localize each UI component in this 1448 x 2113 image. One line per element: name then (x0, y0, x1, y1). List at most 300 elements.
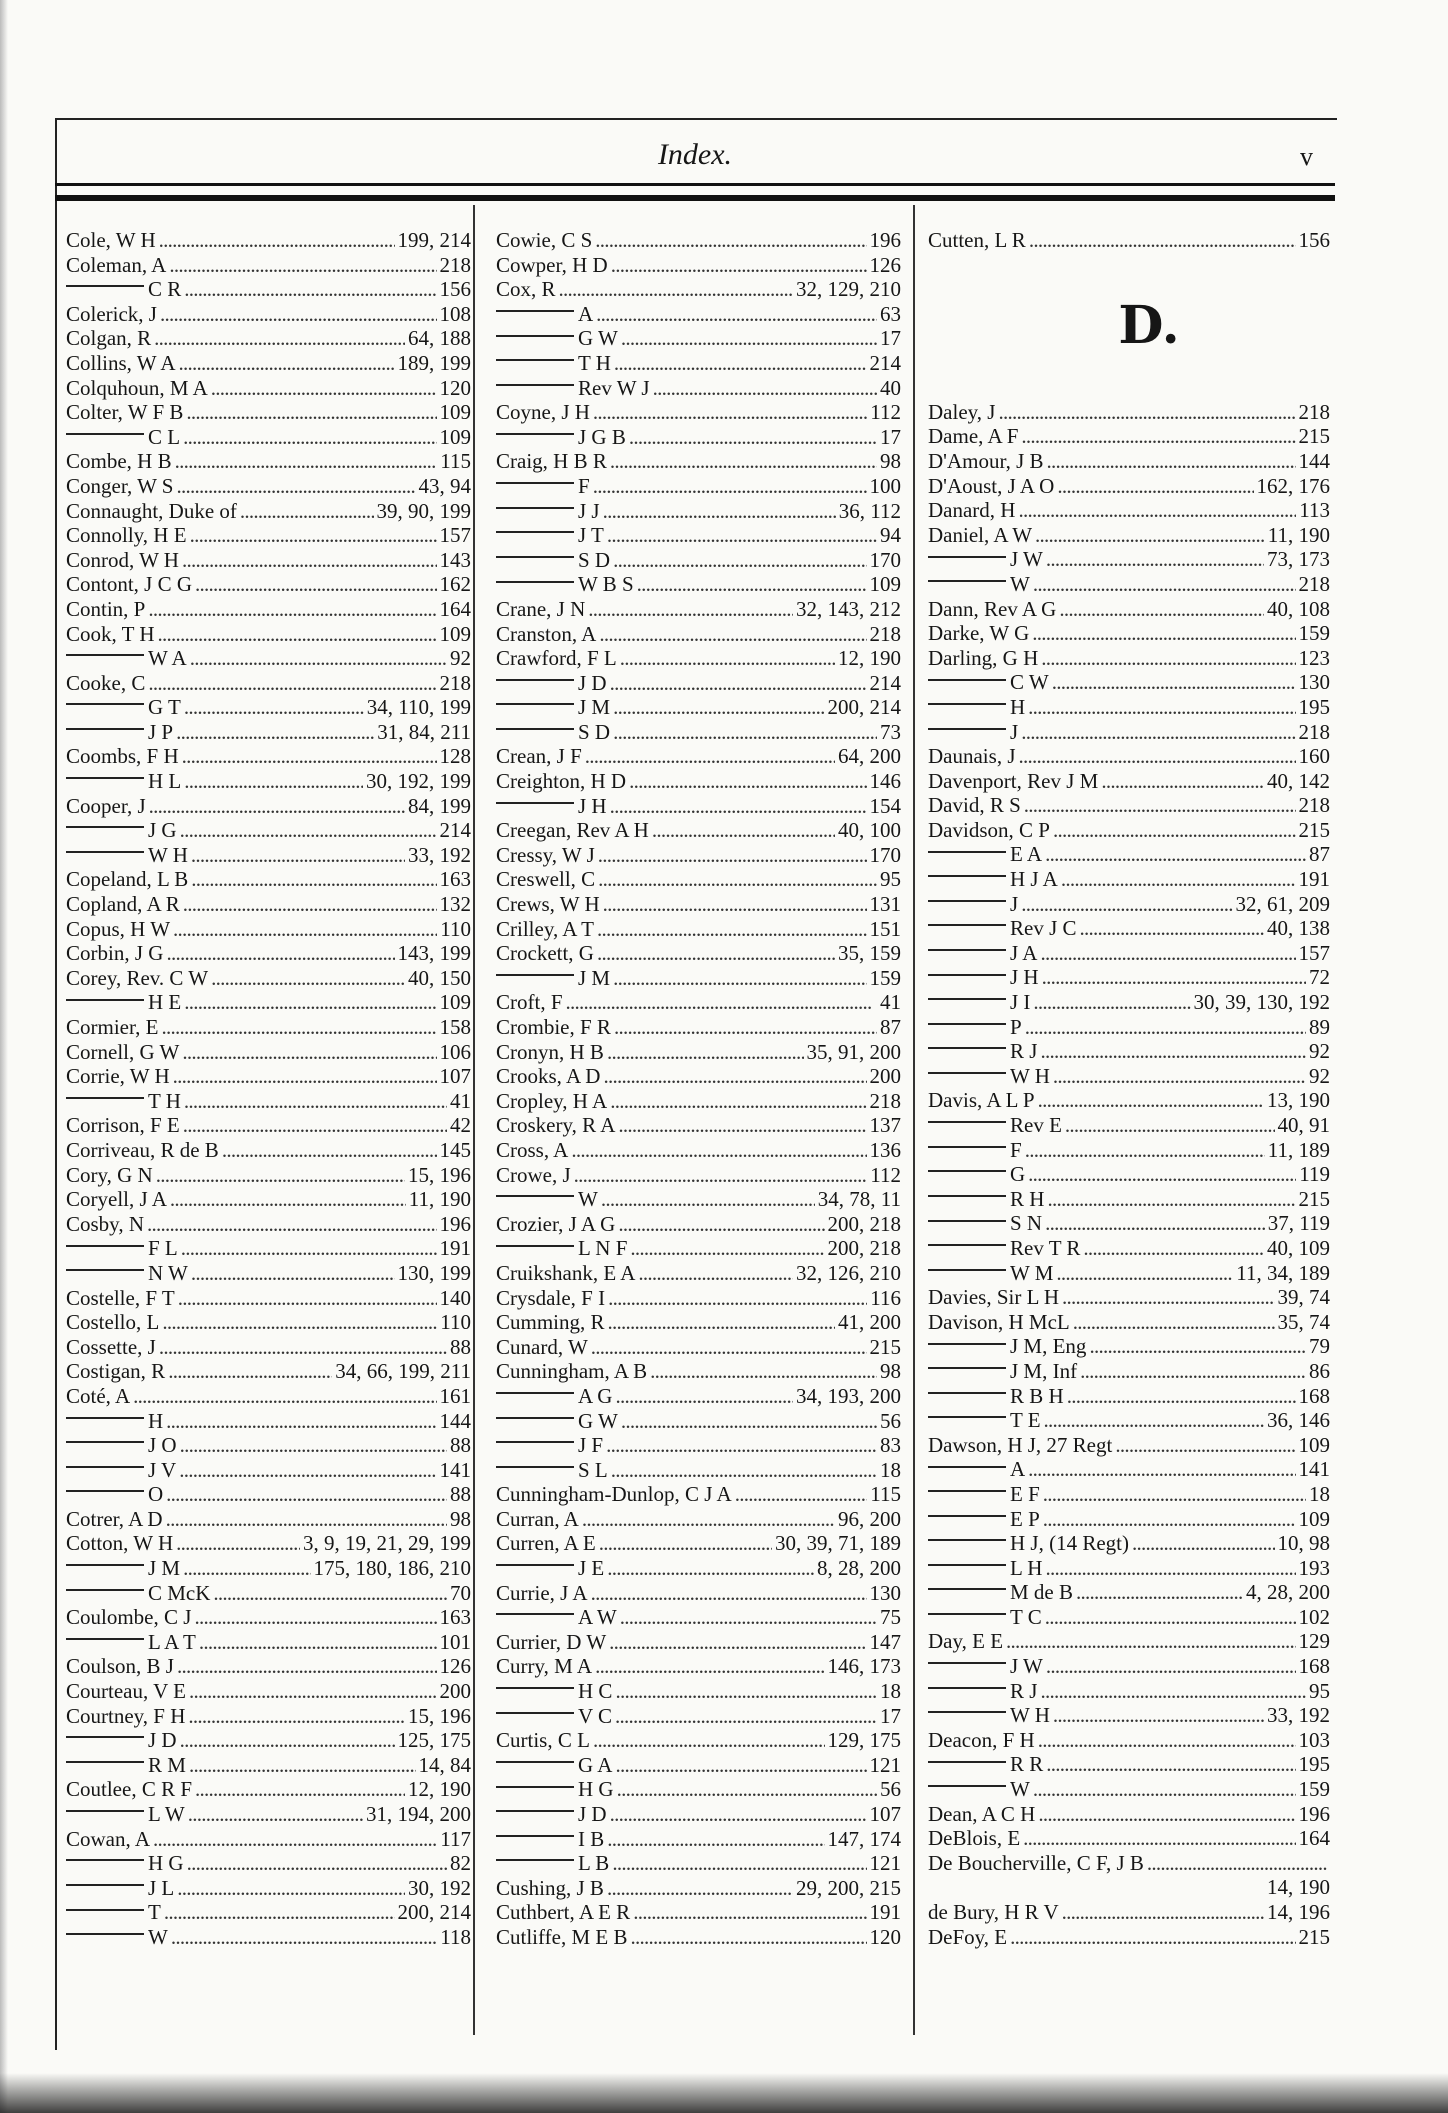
entry-name: Crane, J N (496, 596, 586, 621)
leader-dots (998, 400, 1295, 425)
index-entry (496, 449, 901, 474)
entry-name-wrap (928, 1679, 1037, 1704)
index-entry (496, 1433, 901, 1458)
entry-name: Crockett, G (496, 941, 594, 966)
index-entry (928, 1580, 1330, 1605)
entry-name: Crysdale, F I (496, 1285, 606, 1310)
entry-pages: 129, 175 (827, 1728, 901, 1753)
index-entry (66, 400, 471, 425)
entry-name-wrap (496, 1704, 612, 1729)
index-entry (928, 990, 1330, 1015)
entry-name: R B H (1010, 1383, 1064, 1408)
index-entry (66, 1384, 471, 1409)
entry-name-wrap (928, 1482, 1040, 1507)
ditto-dash (928, 1047, 1006, 1049)
index-entry (66, 1777, 471, 1802)
entry-name: W (578, 1187, 598, 1212)
ditto-dash (496, 531, 574, 533)
entry-name: S L (578, 1457, 608, 1482)
entry-name: Connaught, Duke of (66, 498, 237, 523)
ditto-dash (928, 1761, 1006, 1763)
leader-dots (609, 1630, 866, 1655)
ditto-dash (928, 1072, 1006, 1074)
leader-dots (1061, 867, 1296, 892)
entry-name-wrap (66, 1654, 174, 1679)
leader-dots (596, 302, 877, 327)
leader-dots (613, 548, 866, 573)
leader-dots (1053, 1703, 1264, 1728)
entry-pages: 34, 78, 11 (817, 1187, 901, 1212)
entry-name-wrap (928, 867, 1058, 892)
ditto-dash (928, 1711, 1006, 1713)
entry-pages: 88 (450, 1334, 471, 1359)
leader-dots (571, 1138, 866, 1163)
index-entry (928, 1211, 1330, 1236)
entry-pages: 34, 66, 199, 211 (335, 1359, 471, 1384)
entry-name-wrap (928, 1285, 1059, 1310)
entry-name: Darling, G H (928, 645, 1039, 670)
entry-pages: 159 (1298, 1777, 1330, 1802)
index-entry (496, 1458, 901, 1483)
page-edge (0, 0, 8, 2113)
entry-pages: 35, 91, 200 (806, 1039, 901, 1064)
index-entry (66, 1359, 471, 1384)
leader-dots (1033, 572, 1296, 597)
entry-name: Creighton, H D (496, 769, 627, 794)
entry-name-wrap (496, 1654, 592, 1679)
entry-pages: 98 (450, 1506, 471, 1531)
entry-name-wrap (66, 769, 181, 794)
index-entry (928, 1925, 1330, 1950)
index-entry (66, 1064, 471, 1089)
entry-pages: 147, 174 (827, 1826, 901, 1851)
ditto-dash (66, 1441, 144, 1443)
entry-name-wrap (66, 794, 146, 819)
entry-name: J M (148, 1556, 181, 1581)
leader-dots (610, 794, 867, 819)
entry-pages: 98 (880, 449, 901, 474)
index-entry (928, 1359, 1330, 1384)
entry-name: Rev T R (1010, 1235, 1081, 1260)
leader-dots (158, 622, 437, 647)
entry-name: Costello, L (66, 1310, 160, 1335)
leader-dots (1024, 793, 1296, 818)
entry-name: Dann, Rev A G (928, 596, 1057, 621)
leader-dots (1046, 547, 1264, 572)
ditto-dash (66, 1269, 144, 1271)
ditto-dash (66, 728, 144, 730)
entry-pages: 200, 214 (397, 1900, 471, 1925)
entry-name: Corey, Rev. C W (66, 965, 209, 990)
entry-pages: 121 (869, 1851, 901, 1876)
entry-pages: 95 (880, 867, 901, 892)
index-entry (66, 1581, 471, 1606)
leader-dots (593, 400, 867, 425)
entry-pages: 107 (439, 1064, 471, 1089)
entry-name: E A (1010, 842, 1043, 867)
entry-name-wrap (66, 1876, 174, 1901)
leader-dots (1029, 228, 1296, 253)
leader-dots (171, 1925, 437, 1950)
entry-name: J M, Inf (1010, 1358, 1078, 1383)
entry-pages: 218 (869, 1088, 901, 1113)
entry-pages: 42 (450, 1113, 471, 1138)
entry-pages: 32, 129, 210 (796, 277, 901, 302)
entry-name: Colerick, J (66, 301, 157, 326)
entry-name-wrap (496, 499, 600, 524)
entry-name: W H (148, 842, 188, 867)
ditto-dash (928, 924, 1006, 926)
leader-dots (582, 1507, 835, 1532)
leader-dots (154, 326, 405, 351)
entry-name: J M (578, 695, 611, 720)
entry-pages: 147 (869, 1629, 901, 1654)
leader-dots (611, 1458, 877, 1483)
index-entry (928, 1113, 1330, 1138)
index-entry (928, 474, 1330, 499)
leader-dots (618, 1212, 824, 1237)
entry-name-wrap (928, 818, 1050, 843)
entry-name: Cornell, G W (66, 1039, 180, 1064)
leader-dots (1080, 916, 1264, 941)
entry-pages: 83 (880, 1433, 901, 1458)
entry-pages: 4, 28, 200 (1246, 1580, 1330, 1605)
entry-name-wrap (928, 1777, 1030, 1802)
entry-name-wrap (496, 622, 596, 647)
index-entry (928, 793, 1330, 818)
entry-pages: 15, 196 (408, 1162, 471, 1187)
entry-name: Colter, W F B (66, 400, 184, 425)
ditto-dash (928, 1588, 1006, 1590)
entry-name: Crozier, J A G (496, 1211, 616, 1236)
leader-dots (1041, 646, 1295, 671)
leader-dots (177, 1654, 437, 1679)
entry-name: J A (1010, 940, 1038, 965)
entry-pages: 214 (439, 818, 471, 843)
index-entry (928, 744, 1330, 769)
entry-name: J E (578, 1556, 605, 1581)
entry-pages: 195 (1298, 694, 1330, 719)
entry-name-wrap (66, 572, 192, 597)
entry-name: W H (1010, 1063, 1050, 1088)
leader-dots (652, 818, 835, 843)
entry-name-wrap (66, 499, 237, 524)
ditto-dash (66, 285, 144, 287)
leader-dots (184, 1089, 447, 1114)
entry-pages: 200 (869, 1064, 901, 1089)
index-entry (66, 548, 471, 573)
ditto-dash (928, 1023, 1006, 1025)
entry-name-wrap (928, 1211, 1042, 1236)
entry-name-wrap (928, 572, 1030, 597)
entry-name-wrap (928, 1088, 1035, 1113)
entry-name-wrap (66, 867, 188, 892)
ditto-dash (496, 335, 574, 337)
index-entry (66, 1212, 471, 1237)
entry-name: J W (1010, 547, 1043, 572)
index-entry (66, 1753, 471, 1778)
leader-dots (153, 1827, 437, 1852)
ditto-dash (928, 1343, 1006, 1345)
ditto-dash (66, 1638, 144, 1640)
index-entry (66, 941, 471, 966)
entry-name: W (1010, 1777, 1030, 1802)
index-entry (928, 1679, 1330, 1704)
entry-name: O (148, 1482, 164, 1507)
index-entry (496, 622, 901, 647)
entry-pages: 143 (439, 547, 471, 572)
entry-pages: 214 (869, 350, 901, 375)
leader-dots (180, 1728, 395, 1753)
entry-name-wrap (928, 720, 1018, 745)
index-entry (928, 695, 1330, 720)
ditto-dash (496, 1613, 574, 1615)
entry-pages: 141 (439, 1457, 471, 1482)
index-entry (496, 376, 901, 401)
entry-name-wrap (928, 1408, 1041, 1433)
entry-pages: 109 (439, 424, 471, 449)
entry-pages: 82 (450, 1851, 471, 1876)
leader-dots (180, 818, 437, 843)
index-entry (496, 425, 901, 450)
entry-name-wrap (66, 425, 180, 450)
entry-name: S D (578, 719, 611, 744)
index-entry (928, 646, 1330, 671)
entry-name-wrap (66, 351, 176, 376)
index-entry (66, 474, 471, 499)
entry-name-wrap (496, 277, 556, 302)
entry-name-wrap (928, 597, 1056, 622)
leader-dots (1083, 1236, 1264, 1261)
index-entry (496, 843, 901, 868)
entry-pages: 144 (1298, 448, 1330, 473)
entry-name-wrap (66, 941, 163, 966)
entry-name: Daniel, A W (928, 522, 1033, 547)
index-entry (496, 720, 901, 745)
entry-name-wrap (928, 1752, 1043, 1777)
index-entry (66, 597, 471, 622)
leader-dots (183, 1556, 310, 1581)
entry-name-wrap (66, 1359, 165, 1384)
entry-name: J (1010, 891, 1019, 916)
index-entry (66, 1827, 471, 1852)
entry-name: Cressy, W J (496, 842, 595, 867)
entry-name: C W (1010, 670, 1049, 695)
entry-name: L B (578, 1851, 610, 1876)
index-entry (928, 1851, 1330, 1876)
entry-name-wrap (66, 474, 173, 499)
leader-dots (1073, 1310, 1275, 1335)
leader-dots (621, 1409, 877, 1434)
entry-pages: 18 (880, 1457, 901, 1482)
leader-dots (591, 1335, 867, 1360)
entry-name: G T (148, 695, 181, 720)
leader-dots (187, 1851, 447, 1876)
entry-name: R J (1010, 1678, 1038, 1703)
index-entry (496, 1851, 901, 1876)
entry-pages: 63 (880, 301, 901, 326)
leader-dots (566, 990, 877, 1015)
entry-name: Cumming, R (496, 1310, 605, 1335)
index-entry (928, 1433, 1330, 1458)
ditto-dash (496, 1810, 574, 1812)
entry-name: Crews, W H (496, 892, 600, 917)
ditto-dash (66, 1909, 144, 1911)
entry-name: Corrison, F E (66, 1113, 180, 1138)
entry-name: Davis, A L P (928, 1088, 1035, 1113)
entry-name-wrap (66, 523, 187, 548)
entry-name: Cole, W H (66, 228, 156, 252)
index-entry (928, 1629, 1330, 1654)
leader-dots (1018, 498, 1296, 523)
ditto-dash (928, 1121, 1006, 1123)
entry-name: P (1010, 1014, 1022, 1039)
entry-name: G (1010, 1162, 1026, 1187)
leader-dots (603, 499, 836, 524)
leader-dots (1059, 597, 1264, 622)
index-entry (66, 1286, 471, 1311)
entry-name-wrap (496, 302, 593, 327)
leader-dots (1038, 1088, 1264, 1113)
index-entry (928, 1654, 1330, 1679)
index-entry (496, 769, 901, 794)
entry-pages: 86 (1309, 1358, 1330, 1383)
index-entry (66, 1187, 471, 1212)
leader-dots (607, 523, 877, 548)
entry-name: F (1010, 1137, 1022, 1162)
entry-name: Conrod, W H (66, 547, 179, 572)
entry-pages: 101 (439, 1629, 471, 1654)
entry-name: Deacon, F H (928, 1727, 1035, 1752)
entry-name: H C (578, 1679, 613, 1704)
leader-dots (735, 1482, 868, 1507)
leader-dots (1040, 1679, 1306, 1704)
entry-name: G A (578, 1752, 613, 1777)
index-entry (928, 547, 1330, 572)
entry-name: Davenport, Rev J M (928, 768, 1099, 793)
index-entry (928, 720, 1330, 745)
index-entry (928, 1261, 1330, 1286)
entry-name: J O (148, 1433, 177, 1458)
leader-dots (159, 1335, 447, 1360)
leader-dots (595, 1654, 824, 1679)
index-entry (496, 1827, 901, 1852)
leader-dots (613, 695, 824, 720)
entry-name-wrap (496, 671, 607, 696)
ditto-dash (928, 900, 1006, 902)
entry-pages: 41 (450, 1088, 471, 1113)
leader-dots (1028, 1162, 1296, 1187)
entry-name-wrap (928, 1728, 1035, 1753)
index-entry (928, 818, 1330, 843)
entry-name-wrap (66, 597, 145, 622)
entry-name: Davison, H McL (928, 1309, 1070, 1334)
ditto-dash (928, 1170, 1006, 1172)
index-entry (928, 1088, 1330, 1113)
entry-pages: 106 (439, 1039, 471, 1064)
leader-dots (1080, 1359, 1306, 1384)
index-entry (66, 1851, 471, 1876)
entry-name: Cowper, H D (496, 252, 608, 277)
entry-pages: 12, 190 (408, 1777, 471, 1802)
entry-name-wrap (496, 1679, 612, 1704)
leader-dots (190, 523, 437, 548)
entry-name-wrap (496, 794, 607, 819)
leader-dots (1046, 1752, 1295, 1777)
leader-dots (160, 302, 437, 327)
entry-pages: 218 (869, 621, 901, 646)
entry-name-wrap (66, 1212, 144, 1237)
ditto-dash (496, 1245, 574, 1247)
entry-name: Cory, G N (66, 1162, 153, 1187)
leader-dots (598, 843, 867, 868)
index-entry (928, 449, 1330, 474)
ditto-dash (496, 1786, 574, 1788)
entry-name-wrap (496, 253, 608, 278)
entry-name: R R (1010, 1752, 1044, 1777)
entry-name-wrap (66, 622, 155, 647)
entry-pages: 215 (1298, 817, 1330, 842)
entry-pages: 30, 39, 130, 192 (1193, 990, 1330, 1015)
entry-pages: 110 (440, 1310, 471, 1335)
ditto-dash (928, 679, 1006, 681)
entry-name-wrap (496, 1925, 627, 1950)
entry-name: Curtis, C L (496, 1728, 590, 1753)
entry-pages: 11, 190 (408, 1187, 471, 1212)
leader-dots (191, 867, 436, 892)
ditto-dash (496, 433, 574, 435)
entry-name-wrap (66, 1630, 196, 1655)
entry-name-wrap (496, 1310, 605, 1335)
entry-pages: 146 (869, 769, 901, 794)
leader-dots (1076, 1580, 1243, 1605)
entry-pages: 40 (880, 375, 901, 400)
leader-dots (1021, 720, 1295, 745)
leader-dots (608, 1286, 867, 1311)
entry-pages: 32, 126, 210 (796, 1260, 901, 1285)
entry-pages: 37, 119 (1267, 1211, 1330, 1236)
leader-dots (607, 1040, 804, 1065)
entry-name: Cunningham, A B (496, 1359, 648, 1384)
index-entry (496, 1310, 901, 1335)
entry-name-wrap (496, 228, 592, 253)
entry-name-wrap (496, 1753, 612, 1778)
leader-dots (184, 990, 436, 1015)
leader-dots (597, 941, 835, 966)
entry-name: T H (148, 1088, 181, 1113)
index-entry (496, 1409, 901, 1434)
leader-dots (1033, 990, 1190, 1015)
entry-name: Cruikshank, E A (496, 1260, 636, 1285)
entry-name: Courtney, F H (66, 1703, 186, 1728)
index-entry (928, 523, 1330, 548)
leader-dots (613, 966, 866, 991)
entry-name-wrap (66, 1163, 153, 1188)
entry-pages: 130 (869, 1580, 901, 1605)
ditto-dash (496, 507, 574, 509)
entry-name: W (148, 1924, 168, 1949)
leader-dots (610, 449, 877, 474)
index-entry (496, 1187, 901, 1212)
entry-name: Courteau, V E (66, 1679, 186, 1704)
entry-pages: 11, 190 (1267, 522, 1330, 547)
index-entry (66, 1802, 471, 1827)
entry-name: Coutlee, C R F (66, 1777, 193, 1802)
entry-name: Cunard, W (496, 1334, 588, 1359)
leader-dots (593, 474, 867, 499)
entry-pages: 70 (450, 1580, 471, 1605)
index-entry (928, 1457, 1330, 1482)
